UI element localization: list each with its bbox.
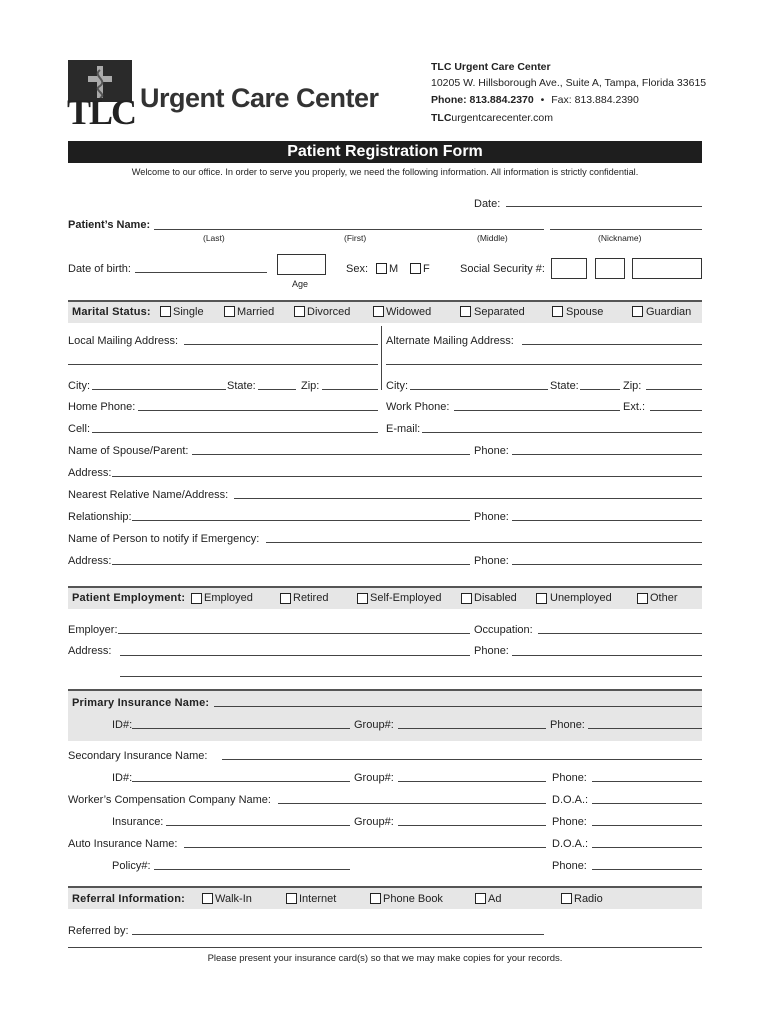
- referral-label: Referral Information:: [72, 893, 185, 905]
- employer-address-label: Address:: [68, 645, 112, 657]
- employer-label: Employer:: [68, 624, 118, 636]
- first-caption: (First): [344, 233, 367, 243]
- alt-city-label: City:: [386, 380, 408, 392]
- employed-label: Employed: [204, 592, 253, 604]
- alternate-mailing-line2[interactable]: [386, 364, 702, 365]
- ssn-part3-field[interactable]: [632, 258, 702, 279]
- workers-comp-insurance-field[interactable]: [166, 825, 350, 826]
- center-name-bold: TLC: [431, 61, 452, 73]
- ssn-label: Social Security #:: [460, 263, 545, 275]
- zip-label: Zip:: [301, 380, 320, 392]
- radio-label: Radio: [574, 893, 603, 905]
- brand-name: Urgent Care Center: [140, 83, 379, 113]
- secondary-id-field[interactable]: [132, 781, 350, 782]
- sex-f-checkbox[interactable]: [410, 263, 421, 274]
- emergency-address-field[interactable]: [112, 564, 470, 565]
- alternate-mailing-label: Alternate Mailing Address:: [386, 335, 514, 347]
- workers-comp-insurance-label: Insurance:: [112, 816, 164, 828]
- auto-insurance-field[interactable]: [184, 847, 546, 848]
- occupation-label: Occupation:: [474, 624, 533, 636]
- radio-checkbox[interactable]: [561, 893, 572, 904]
- zip-field[interactable]: [322, 389, 378, 390]
- form-title: Patient Registration Form: [287, 143, 483, 160]
- primary-id-label: ID#:: [112, 719, 133, 731]
- employment-label: Patient Employment:: [72, 592, 186, 604]
- center-name-rest: Urgent Care Center: [451, 61, 551, 73]
- email-label: E-mail:: [386, 423, 421, 435]
- sex-label: Sex:: [346, 263, 369, 275]
- logo-letters: TLC: [67, 92, 136, 132]
- employed-checkbox[interactable]: [191, 593, 202, 604]
- relative-phone-label: Phone:: [474, 511, 509, 523]
- employer-phone-field[interactable]: [512, 655, 702, 656]
- age-field[interactable]: [277, 254, 326, 275]
- sex-m-checkbox[interactable]: [376, 263, 387, 274]
- spouse-phone-field[interactable]: [512, 454, 702, 455]
- internet-checkbox[interactable]: [286, 893, 297, 904]
- primary-insurance-label: Primary Insurance Name:: [72, 697, 210, 709]
- local-mailing-label: Local Mailing Address:: [68, 335, 179, 347]
- employer-address-field[interactable]: [120, 655, 470, 656]
- secondary-phone-field[interactable]: [592, 781, 702, 782]
- policy-label: Policy#:: [112, 860, 151, 872]
- single-checkbox[interactable]: [160, 306, 171, 317]
- city-field[interactable]: [92, 389, 226, 390]
- self-employed-checkbox[interactable]: [357, 593, 368, 604]
- separated-label: Separated: [474, 306, 525, 318]
- secondary-phone-label: Phone:: [552, 772, 587, 784]
- dob-field[interactable]: [135, 272, 267, 273]
- retired-checkbox[interactable]: [280, 593, 291, 604]
- state-label: State:: [227, 380, 256, 392]
- middle-caption: (Middle): [477, 233, 508, 243]
- footer-note: Please present your insurance card(s) so that we may make copies for your records.: [207, 953, 563, 964]
- secondary-insurance-field[interactable]: [222, 759, 702, 760]
- patient-name-field[interactable]: [154, 229, 544, 230]
- spouse-phone-label: Phone:: [474, 445, 509, 457]
- auto-phone-label: Phone:: [552, 860, 587, 872]
- married-checkbox[interactable]: [224, 306, 235, 317]
- ext-label: Ext.:: [623, 401, 646, 413]
- widowed-label: Widowed: [386, 306, 432, 318]
- widowed-checkbox[interactable]: [373, 306, 384, 317]
- ext-field[interactable]: [650, 410, 702, 411]
- ssn-part2-field[interactable]: [595, 258, 625, 279]
- patient-name-label: Patient’s Name:: [68, 219, 151, 231]
- workers-comp-phone-label: Phone:: [552, 816, 587, 828]
- last-caption: (Last): [203, 233, 225, 243]
- primary-phone-field[interactable]: [588, 728, 702, 729]
- employer-phone-label: Phone:: [474, 645, 509, 657]
- email-field[interactable]: [422, 432, 702, 433]
- workers-comp-field[interactable]: [278, 803, 546, 804]
- website-bold: TLC: [431, 112, 452, 124]
- age-caption: Age: [292, 279, 309, 289]
- guardian-label: Guardian: [646, 306, 692, 318]
- divorced-label: Divorced: [307, 306, 351, 318]
- alt-state-label: State:: [550, 380, 579, 392]
- secondary-insurance-label: Secondary Insurance Name:: [68, 750, 208, 762]
- date-field[interactable]: [506, 206, 702, 207]
- nickname-field[interactable]: [550, 229, 702, 230]
- sex-m-label: M: [389, 263, 399, 275]
- primary-group-label: Group#:: [354, 719, 394, 731]
- spouse-parent-field[interactable]: [192, 454, 470, 455]
- work-phone-field[interactable]: [454, 410, 620, 411]
- workers-comp-doa-label: D.O.A.:: [552, 794, 589, 806]
- alt-state-field[interactable]: [580, 389, 620, 390]
- other-label: Other: [650, 592, 678, 604]
- relationship-label: Relationship:: [68, 511, 132, 523]
- other-checkbox[interactable]: [637, 593, 648, 604]
- emergency-contact-label: Name of Person to notify if Emergency:: [68, 533, 260, 545]
- secondary-group-label: Group#:: [354, 772, 394, 784]
- city-label: City:: [68, 380, 90, 392]
- alt-zip-field[interactable]: [646, 389, 702, 390]
- primary-id-field[interactable]: [132, 728, 350, 729]
- column-divider: [381, 326, 382, 390]
- referred-by-field[interactable]: [132, 934, 544, 935]
- nearest-relative-label: Nearest Relative Name/Address:: [68, 489, 229, 501]
- dob-label: Date of birth:: [68, 263, 131, 275]
- occupation-field[interactable]: [538, 633, 702, 634]
- primary-group-field[interactable]: [398, 728, 546, 729]
- website-rest: urgentcarecenter.com: [451, 112, 553, 124]
- phone-book-checkbox[interactable]: [370, 893, 381, 904]
- referred-by-label: Referred by:: [68, 925, 129, 937]
- divorced-checkbox[interactable]: [294, 306, 305, 317]
- phone-number: Phone: 813.884.2370: [431, 94, 534, 106]
- workers-comp-doa-field[interactable]: [592, 803, 702, 804]
- fax-separator: •: [540, 94, 545, 106]
- home-phone-label: Home Phone:: [68, 401, 136, 413]
- ad-label: Ad: [488, 893, 502, 905]
- work-phone-label: Work Phone:: [386, 401, 450, 413]
- emergency-phone-field[interactable]: [512, 564, 702, 565]
- auto-doa-field[interactable]: [592, 847, 702, 848]
- secondary-id-label: ID#:: [112, 772, 133, 784]
- walk-in-checkbox[interactable]: [202, 893, 213, 904]
- spouse-address-field[interactable]: [112, 476, 702, 477]
- sex-f-label: F: [423, 263, 430, 275]
- cell-label: Cell:: [68, 423, 91, 435]
- spouse-address-label: Address:: [68, 467, 112, 479]
- workers-comp-group-label: Group#:: [354, 816, 394, 828]
- married-label: Married: [237, 306, 275, 318]
- secondary-group-field[interactable]: [398, 781, 546, 782]
- relationship-field[interactable]: [132, 520, 470, 521]
- local-mailing-field[interactable]: [184, 344, 378, 345]
- alternate-mailing-field[interactable]: [522, 344, 702, 345]
- workers-comp-label: Worker’s Compensation Company Name:: [68, 794, 271, 806]
- guardian-checkbox[interactable]: [632, 306, 643, 317]
- welcome-text: Welcome to our office. In order to serve you properly, we need the following information. All information is strictly confidential.: [131, 167, 639, 177]
- spouse-checkbox[interactable]: [552, 306, 563, 317]
- emergency-phone-label: Phone:: [474, 555, 509, 567]
- self-employed-label: Self-Employed: [370, 592, 442, 604]
- primary-phone-label: Phone:: [550, 719, 585, 731]
- internet-label: Internet: [299, 893, 337, 905]
- disabled-checkbox[interactable]: [461, 593, 472, 604]
- footer-rule: [68, 947, 702, 948]
- primary-insurance-field[interactable]: [214, 706, 702, 707]
- alt-zip-label: Zip:: [623, 380, 642, 392]
- separated-checkbox[interactable]: [460, 306, 471, 317]
- spouse-label: Spouse: [566, 306, 604, 318]
- auto-phone-field[interactable]: [592, 869, 702, 870]
- employer-field[interactable]: [118, 633, 470, 634]
- policy-field[interactable]: [154, 869, 350, 870]
- disabled-label: Disabled: [474, 592, 517, 604]
- spouse-parent-label: Name of Spouse/Parent:: [68, 445, 189, 457]
- unemployed-checkbox[interactable]: [536, 593, 547, 604]
- date-label: Date:: [474, 198, 501, 210]
- ad-checkbox[interactable]: [475, 893, 486, 904]
- workers-comp-phone-field[interactable]: [592, 825, 702, 826]
- logo: [67, 60, 136, 132]
- emergency-contact-field[interactable]: [266, 542, 702, 543]
- marital-status-label: Marital Status:: [72, 306, 151, 318]
- home-phone-field[interactable]: [138, 410, 378, 411]
- unemployed-label: Unemployed: [550, 592, 612, 604]
- nearest-relative-field[interactable]: [234, 498, 702, 499]
- retired-label: Retired: [293, 592, 329, 604]
- state-field[interactable]: [258, 389, 296, 390]
- phone-book-label: Phone Book: [383, 893, 443, 905]
- workers-comp-group-field[interactable]: [398, 825, 546, 826]
- walk-in-label: Walk-In: [215, 893, 252, 905]
- fax-number: Fax: 813.884.2390: [551, 94, 639, 106]
- title-bar: [68, 141, 702, 163]
- auto-doa-label: D.O.A.:: [552, 838, 589, 850]
- auto-insurance-label: Auto Insurance Name:: [68, 838, 178, 850]
- employer-address-line2[interactable]: [120, 676, 702, 677]
- emergency-address-label: Address:: [68, 555, 112, 567]
- ssn-part1-field[interactable]: [551, 258, 587, 279]
- relative-phone-field[interactable]: [512, 520, 702, 521]
- cell-field[interactable]: [92, 432, 378, 433]
- alt-city-field[interactable]: [410, 389, 548, 390]
- center-address: 10205 W. Hillsborough Ave., Suite A, Tampa, Florida 33615: [431, 77, 707, 89]
- single-label: Single: [173, 306, 204, 318]
- local-mailing-line2[interactable]: [68, 364, 378, 365]
- nickname-caption: (Nickname): [598, 233, 642, 243]
